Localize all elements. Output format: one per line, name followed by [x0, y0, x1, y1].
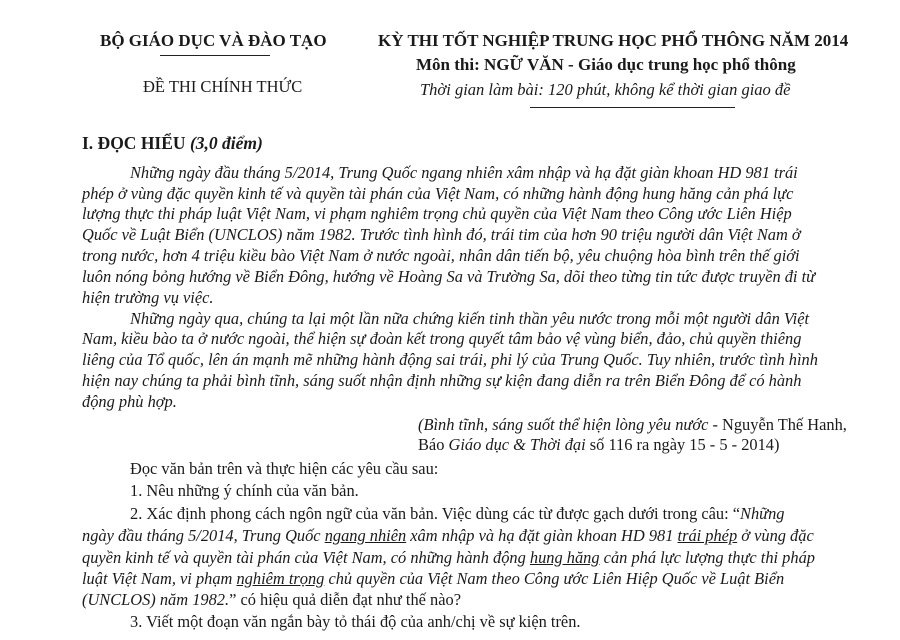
official-exam-label: ĐỀ THI CHÍNH THỨC: [143, 77, 303, 96]
exam-title: KỲ THI TỐT NGHIỆP TRUNG HỌC PHỔ THÔNG NĂM 2014: [378, 31, 849, 50]
question-2-line-4: [82, 569, 784, 589]
question-2-line-3: [82, 548, 815, 568]
section-title-text: I. ĐỌC HIỂU: [82, 133, 186, 153]
q2-text: chủ quyền của Việt Nam theo Công ước Liên Hiệp Quốc về Luật Biển: [324, 568, 785, 588]
source-author: - Nguyễn Thế Hanh,: [708, 414, 847, 434]
question-2-line-2: [82, 526, 814, 546]
source-citation-line-2: [418, 435, 779, 455]
passage-p2-line-5: động phù hợp.: [82, 391, 177, 411]
passage-p2-line-1: Những ngày qua, chúng ta lại một lần nữa chứng kiến tinh thần yêu nước trong mỗi một người dân Việt: [130, 308, 810, 328]
q2-text: quyền kinh tế và quyền tài phán của Việt Nam, có những hành động: [82, 547, 530, 567]
section-points: (3,0 điểm): [189, 133, 263, 153]
question-2-line-5: [82, 590, 461, 610]
source-newspaper: Giáo dục & Thời đại: [448, 435, 586, 455]
question-2-quote-start: Những: [740, 504, 785, 524]
ministry-name: BỘ GIÁO DỤC VÀ ĐÀO TẠO: [100, 31, 327, 50]
underlined-word-nghiem-trong: nghiêm trọng: [236, 568, 325, 588]
question-3: 3. Viết một đoạn văn ngắn bày tỏ thái độ của anh/chị về sự kiện trên.: [130, 612, 581, 631]
q2-text: cản phá lực lượng thực thi pháp: [599, 547, 815, 567]
section-title: [82, 133, 263, 154]
passage-p1-line-7: hiện trường vụ việc.: [82, 287, 214, 307]
exam-time: Thời gian làm bài: 120 phút, không kể thời gian giao đề: [420, 80, 791, 99]
ministry-underline: [160, 55, 270, 56]
header-underline: [530, 107, 735, 108]
underlined-word-trai-phep: trái phép: [677, 525, 738, 545]
q2-text: ở vùng đặc: [737, 525, 814, 545]
exam-subject: Môn thi: NGỮ VĂN - Giáo dục trung học phổ thông: [416, 55, 796, 74]
underlined-word-hung-hang: hung hăng: [529, 547, 600, 567]
underlined-word-ngang-nhien: ngang nhiên: [324, 525, 407, 545]
passage-p2-line-3: liêng của Tổ quốc, lên án mạnh mẽ những hành động sai trái, phi lý của Trung Quốc. Tuy nhiên, trước tình hình: [82, 350, 818, 370]
passage-p1-line-3: lượng thực thi pháp luật Việt Nam, vi phạm nghiêm trọng chủ quyền của Việt Nam theo Công ước Liên Hiệp: [82, 204, 792, 224]
passage-p1-line-2: phép ở vùng đặc quyền kinh tế và quyền tài phán của Việt Nam, có những hành động hung hăng cản phá lực: [82, 183, 794, 203]
source-prefix: Báo: [418, 435, 449, 455]
passage-p1-line-6: luôn nóng bỏng hướng về Biển Đông, hướng về Hoàng Sa và Trường Sa, dõi theo từng tin tức được truyền đi từ: [82, 266, 816, 286]
source-article-title: (Bình tĩnh, sáng suốt thể hiện lòng yêu nước: [418, 414, 709, 434]
q2-text: ngày đầu tháng 5/2014, Trung Quốc: [82, 525, 325, 545]
questions-intro: Đọc văn bản trên và thực hiện các yêu cầu sau:: [130, 458, 439, 478]
q2-text: (UNCLOS) năm 1982.: [82, 590, 230, 610]
question-2-line-1: [130, 504, 785, 524]
source-issue: số 116 ra ngày 15 - 5 - 2014): [585, 435, 780, 455]
source-citation-line-1: [418, 415, 847, 435]
q2-text: ” có hiệu quả diễn đạt như thế nào?: [229, 590, 461, 610]
q2-text: luật Việt Nam, vi phạm: [82, 568, 237, 588]
passage-p1-line-4: Quốc về Luật Biển (UNCLOS) năm 1982. Trước tình hình đó, trái tim của hơn 90 triệu người dân Việt Nam ở: [82, 225, 801, 245]
question-1: 1. Nêu những ý chính của văn bản.: [130, 480, 359, 500]
q2-text: xâm nhập và hạ đặt giàn khoan HD 981: [406, 525, 678, 545]
passage-p1-line-1: Những ngày đầu tháng 5/2014, Trung Quốc ngang nhiên xâm nhập và hạ đặt giàn khoan HD 981 trái: [130, 162, 798, 182]
passage-p2-line-2: Nam, kiều bào ta ở nước ngoài, thể hiện sự đoàn kết trong quyết tâm bảo vệ vùng biển, đảo, chủ quyền thiêng: [82, 329, 802, 349]
question-2-lead: 2. Xác định phong cách ngôn ngữ của văn bản. Việc dùng các từ được gạch dưới trong câu: “: [130, 504, 741, 524]
passage-p2-line-4: hiện nay chúng ta phải bình tĩnh, sáng suốt nhận định những sự kiện đang diễn ra trên Biển Đông để có hành: [82, 371, 802, 391]
passage-p1-line-5: trong nước, hơn 4 triệu kiều bào Việt Nam ở nước ngoài, nhân dân tiến bộ, yêu chuộng hòa bình trên thế giới: [82, 246, 800, 266]
